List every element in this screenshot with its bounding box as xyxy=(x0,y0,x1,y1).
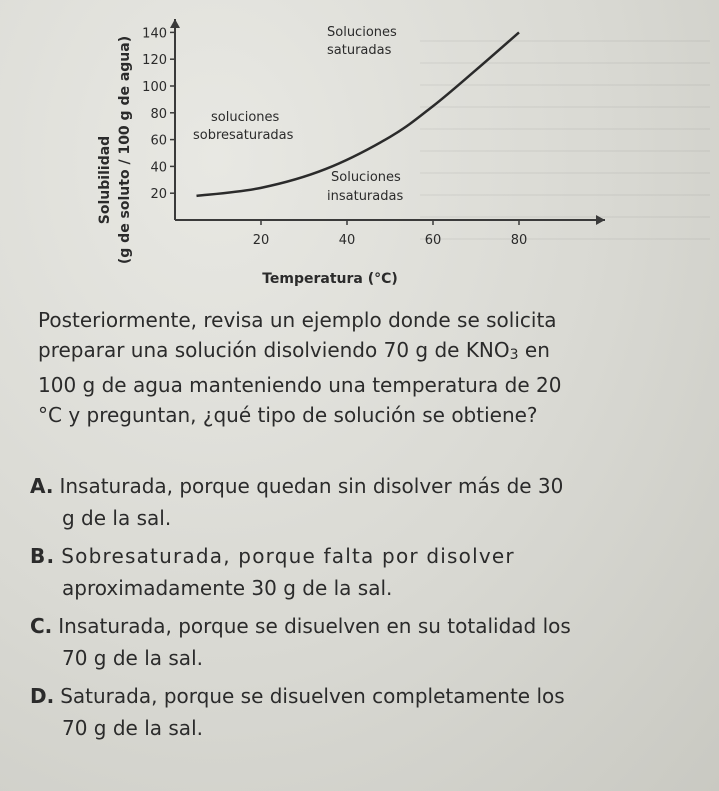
option-c-letter: C. xyxy=(30,614,53,638)
y-tick-label: 140 xyxy=(142,26,167,42)
option-a-text-1: Insaturada, porque quedan sin disolver más de 30 xyxy=(59,474,564,498)
question-line-4: °C y preguntan, ¿qué tipo de solución se obtiene? xyxy=(38,403,538,427)
x-tick-label: 60 xyxy=(424,233,442,248)
option-b-letter: B. xyxy=(30,544,56,568)
question-line-3: 100 g de agua manteniendo una temperatura de 20 xyxy=(38,373,562,397)
question-line-2 xyxy=(38,335,698,370)
x-tick-label: 20 xyxy=(252,233,270,248)
x-axis-title: Temperatura (°C) xyxy=(262,271,398,287)
y-tick-label: 120 xyxy=(142,53,167,69)
y-tick-label: 40 xyxy=(150,160,167,176)
option-d-text-2: 70 g de la sal. xyxy=(62,716,203,740)
y-tick-label: 100 xyxy=(142,80,167,95)
option-b-text-2: aproximadamente 30 g de la sal. xyxy=(62,576,393,600)
label-sobresaturadas-2: sobresaturadas xyxy=(193,128,294,143)
option-c-text-1: Insaturada, porque se disuelven en su totalidad los xyxy=(58,614,571,638)
label-saturadas-1: Soluciones xyxy=(327,25,397,40)
label-sobresaturadas-1: soluciones xyxy=(211,110,280,125)
label-insaturadas-2: insaturadas xyxy=(327,189,404,204)
y-ticks xyxy=(142,26,175,202)
label-saturadas-2: saturadas xyxy=(327,43,392,58)
question-line-2-sub: 3 xyxy=(509,347,519,363)
x-ticks xyxy=(253,220,528,248)
question-text xyxy=(38,305,698,430)
solubility-chart xyxy=(95,20,555,290)
option-c-text-2: 70 g de la sal. xyxy=(62,646,203,670)
option-d-text-1: Saturada, porque se disuelven completamente los xyxy=(60,684,565,708)
y-axis-label-line1: Solubilidad xyxy=(97,135,113,225)
option-c[interactable] xyxy=(30,610,700,674)
y-axis-label-line2: (g de soluto / 100 g de agua) xyxy=(117,35,133,265)
question-line-2-post: en xyxy=(518,338,550,362)
question-line-2-pre: preparar una solución disolviendo 70 g de KNO xyxy=(38,338,510,362)
option-a[interactable] xyxy=(30,470,700,534)
y-tick-label: 60 xyxy=(150,133,167,149)
label-insaturadas-1: Soluciones xyxy=(331,170,401,185)
option-a-text-2: g de la sal. xyxy=(62,506,172,530)
y-axis-arrow xyxy=(170,19,180,28)
option-b-text-1: Sobresaturada, porque falta por disolver xyxy=(61,544,515,568)
option-d[interactable] xyxy=(30,680,700,744)
x-tick-label: 40 xyxy=(338,233,356,248)
x-tick-label: 80 xyxy=(510,233,528,248)
y-tick-label: 20 xyxy=(150,187,167,203)
y-tick-label: 80 xyxy=(150,106,167,122)
option-a-letter: A. xyxy=(30,474,54,498)
option-d-letter: D. xyxy=(30,684,55,708)
option-b[interactable] xyxy=(30,540,700,604)
question-line-1: Posteriormente, revisa un ejemplo donde se solicita xyxy=(38,308,557,332)
answer-options xyxy=(30,470,700,750)
